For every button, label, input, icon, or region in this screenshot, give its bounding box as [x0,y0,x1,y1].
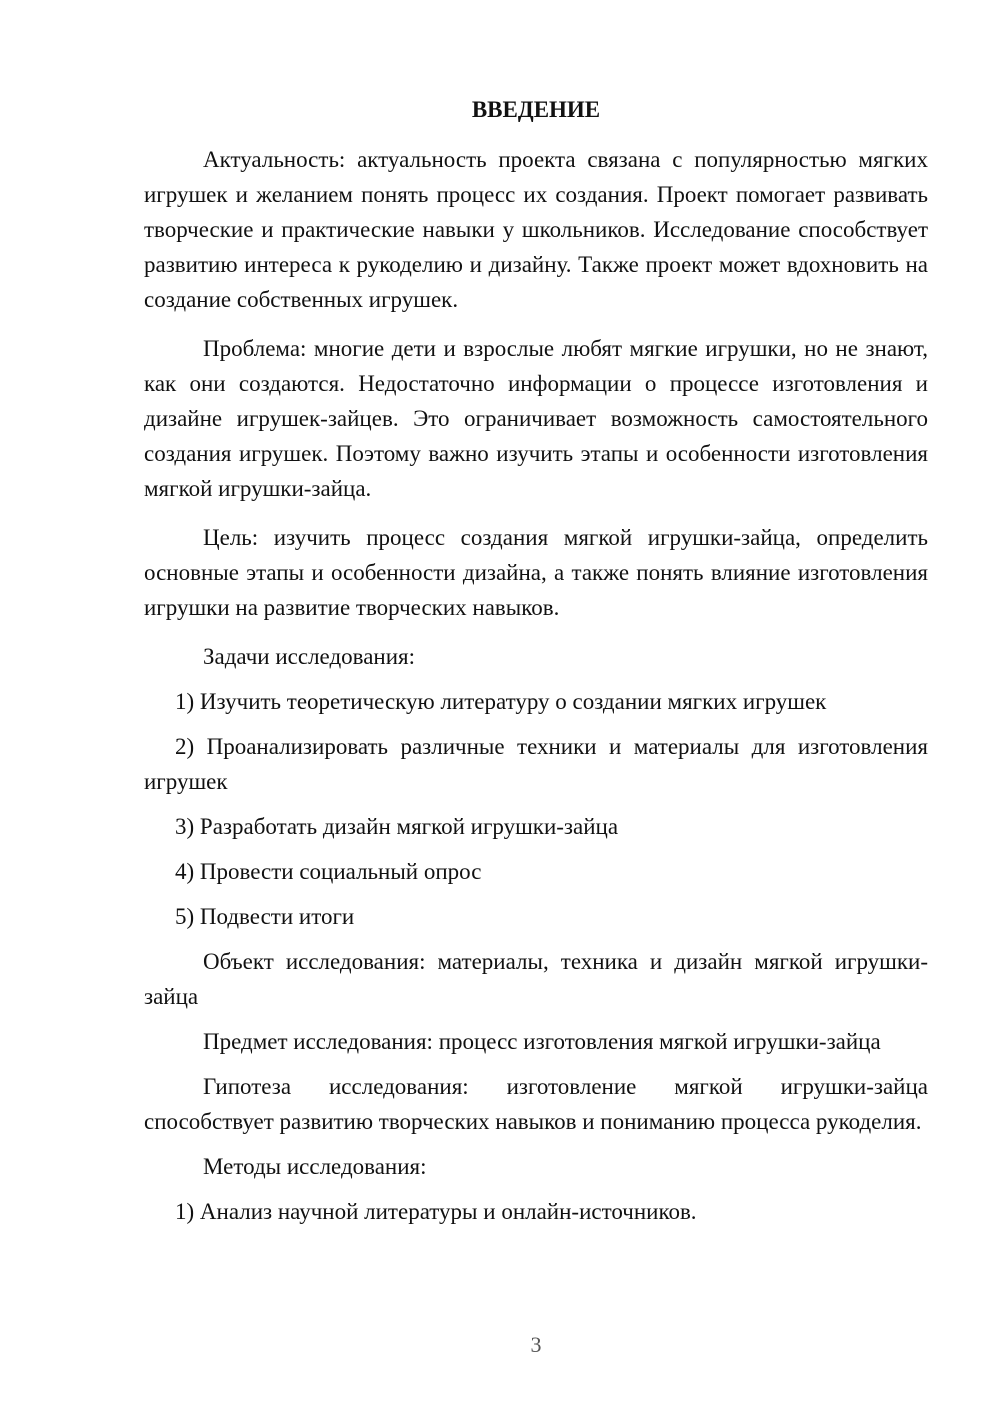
section-title: ВВЕДЕНИЕ [471,97,601,122]
task-item: 3) Разработать дизайн мягкой игрушки-зайца [175,814,619,839]
hypothesis-paragraph: Гипотеза исследования: изготовление мягкой игрушки-зайца способствует развитию творческих навыков и пониманию процесса рукоделия. [144,1074,928,1134]
problem-paragraph: Проблема: многие дети и взрослые любят мягкие игрушки, но не знают, как они создаются. Недостаточно информации о процессе изготовления и дизайне игрушек-зайцев. Это ограничивает возможность самостоятельного создания игрушек. Поэтому важно изучить этапы и особенности изготовления мягкой игрушки-зайца. [144,336,928,501]
page-number: 3 [530,1332,542,1357]
goal-paragraph: Цель: изучить процесс создания мягкой игрушки-зайца, определить основные этапы и особенности дизайна, а также понять влияние изготовления игрушки на развитие творческих навыков. [144,525,928,620]
method-item: 1) Анализ научной литературы и онлайн-источников. [175,1199,697,1224]
task-item: 2) Проанализировать различные техники и материалы для изготовления игрушек [144,734,928,794]
subject-paragraph: Предмет исследования: процесс изготовления мягкой игрушки-зайца [203,1029,881,1054]
task-item: 1) Изучить теоретическую литературу о создании мягких игрушек [175,689,827,714]
page-content [144,94,928,1229]
tasks-heading: Задачи исследования: [203,644,416,669]
task-item: 4) Провести социальный опрос [175,859,482,884]
relevance-paragraph: Актуальность: актуальность проекта связана с популярностью мягких игрушек и желанием понять процесс их создания. Проект помогает развивать творческие и практические навыки у школьников. Исследование способствует развитию интереса к рукоделию и дизайну. Также проект может вдохновить на создание собственных игрушек. [144,147,928,312]
object-paragraph: Объект исследования: материалы, техника и дизайн мягкой игрушки-зайца [144,949,928,1009]
methods-heading: Методы исследования: [203,1154,427,1179]
task-item: 5) Подвести итоги [175,904,355,929]
